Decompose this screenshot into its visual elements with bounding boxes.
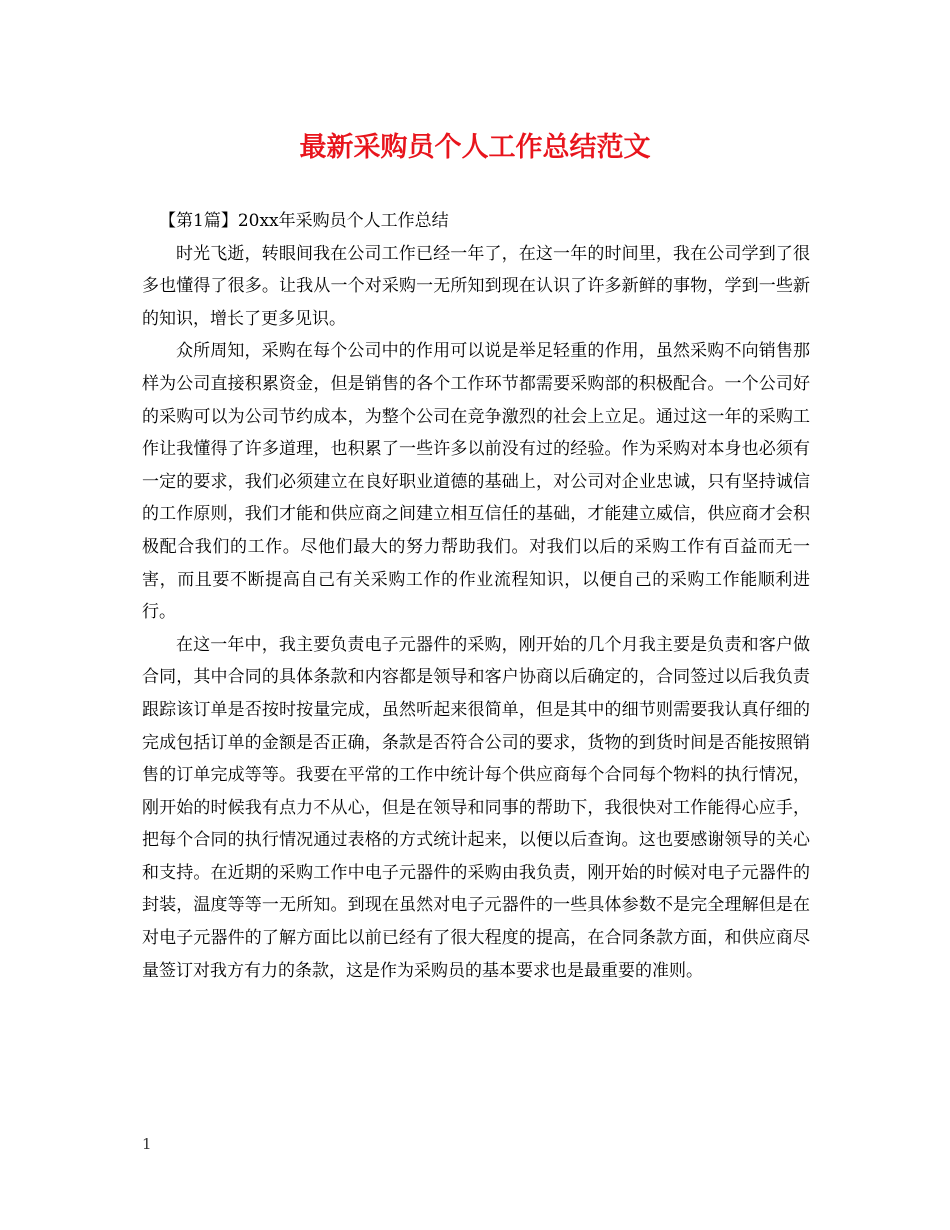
section-heading: 【第1篇】20xx年采购员个人工作总结 (159, 211, 449, 231)
page-title: 最新采购员个人工作总结范文 (299, 132, 651, 163)
document-body (142, 205, 810, 987)
page-number: 1 (142, 1135, 152, 1153)
paragraph-1: 时光飞逝，转眼间我在公司工作已经一年了，在这一年的时间里，我在公司学到了很多也懂得了很多。让我从一个对采购一无所知到现在认识了许多新鲜的事物，学到一些新的知识，增长了更多见识。 (142, 243, 810, 329)
paragraph-2: 众所周知，采购在每个公司中的作用可以说是举足轻重的作用，虽然采购不向销售那样为公司直接积累资金，但是销售的各个工作环节都需要采购部的积极配合。一个公司好的采购可以为公司节约成本，为整个公司在竞争激烈的社会上立足。通过这一年的采购工作让我懂得了许多道理，也积累了一些许多以前没有过的经验。作为采购对本身也必须有一定的要求，我们必须建立在良好职业道德的基础上，对公司对企业忠诚，只有坚持诚信的工作原则，我们才能和供应商之间建立相互信任的基础，才能建立威信，供应商才会积极配合我们的工作。尽他们最大的努力帮助我们。对我们以后的采购工作有百益而无一害，而且要不断提高自己有关采购工作的作业流程知识，以便自己的采购工作能顺利进行。 (142, 341, 810, 623)
paragraph-3: 在这一年中，我主要负责电子元器件的采购，刚开始的几个月我主要是负责和客户做合同，其中合同的具体条款和内容都是领导和客户协商以后确定的，合同签过以后我负责跟踪该订单是否按时按量完成，虽然听起来很简单，但是其中的细节则需要我认真仔细的完成包括订单的金额是否正确，条款是否符合公司的要求，货物的到货时间是否能按照销售的订单完成等等。我要在平常的工作中统计每个供应商每个合同每个物料的执行情况，刚开始的时候我有点力不从心，但是在领导和同事的帮助下，我很快对工作能得心应手，把每个合同的执行情况通过表格的方式统计起来，以便以后查询。这也要感谢领导的关心和支持。在近期的采购工作中电子元器件的采购由我负责，刚开始的时候对电子元器件的封装，温度等等一无所知。到现在虽然对电子元器件的一些具体参数不是完全理解但是在对电子元器件的了解方面比以前已经有了很大程度的提高，在合同条款方面，和供应商尽量签订对我方有力的条款，这是作为采购员的基本要求也是最重要的准则。 (142, 634, 810, 981)
